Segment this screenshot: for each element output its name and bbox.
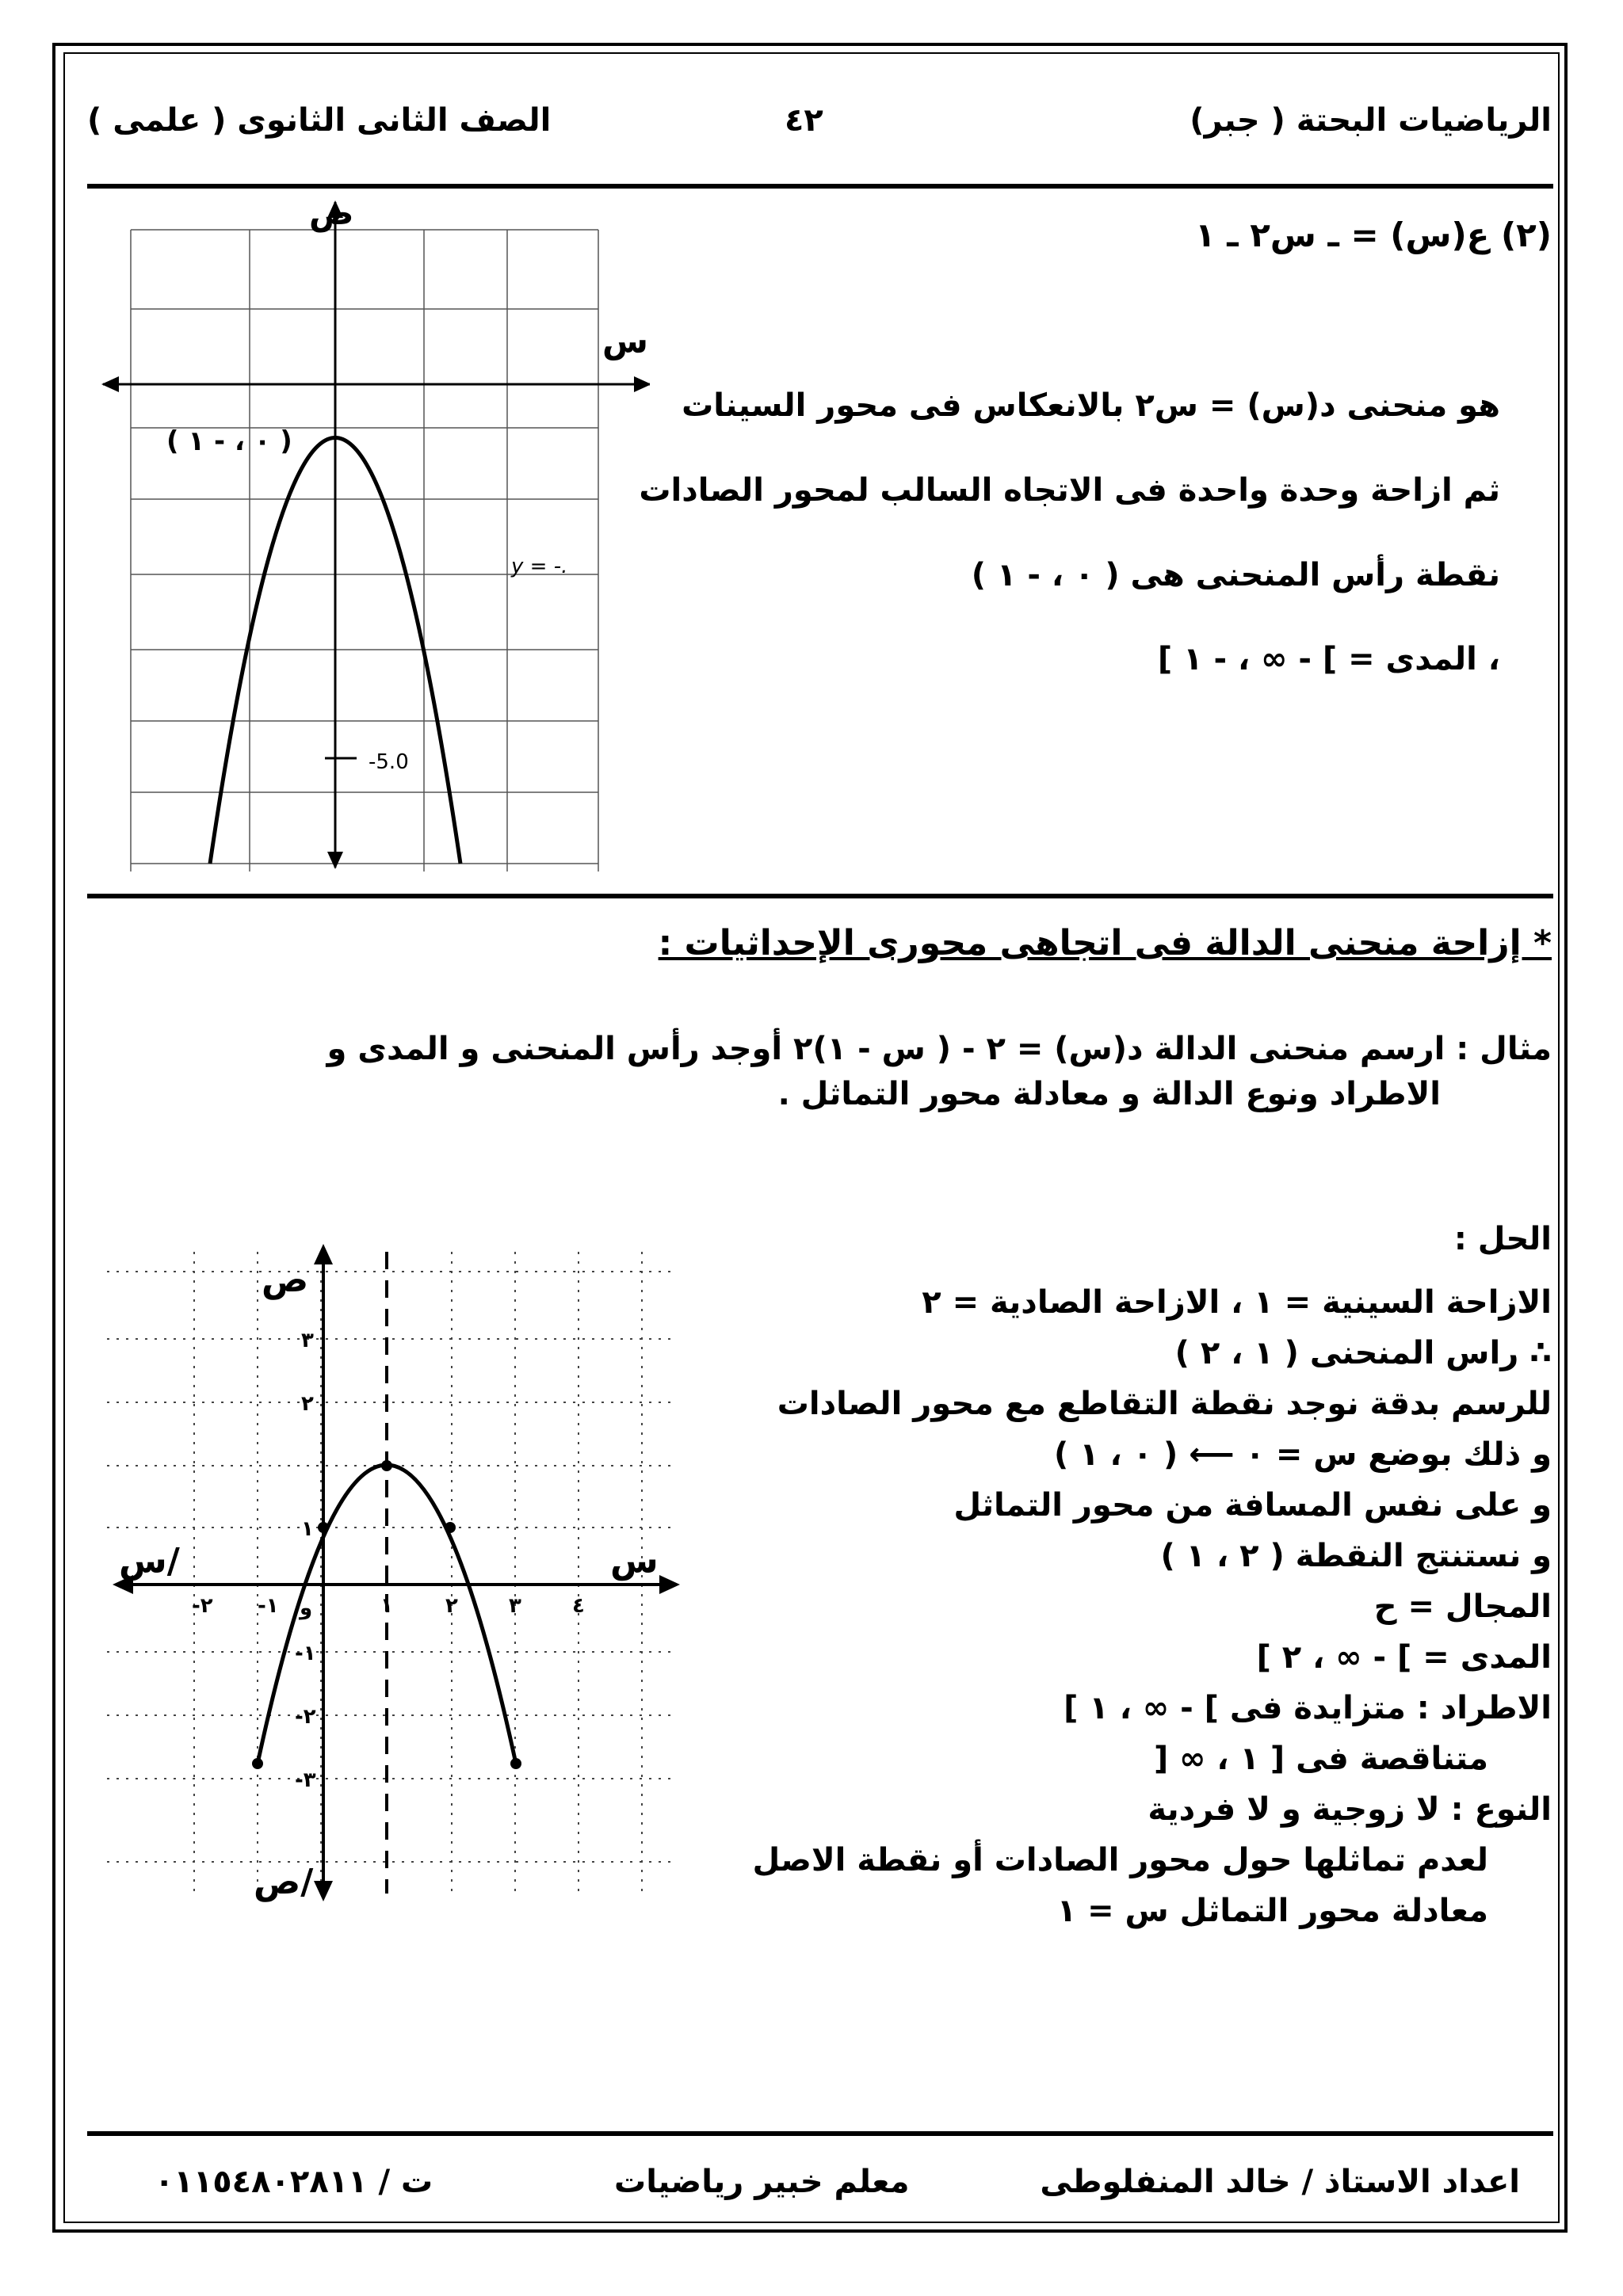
graph2-point-right-end	[510, 1758, 521, 1769]
graph2-x-arrow-right	[659, 1575, 680, 1594]
solution-line: و على نفس المسافة من محور التماثل	[953, 1487, 1552, 1524]
graph1-tick-label: -5.0	[369, 750, 409, 774]
section1-line-3: نقطة رأس المنحنى هى ( ٠ ، - ١ )	[971, 557, 1500, 593]
graph1-y-arrow-bottom	[327, 852, 343, 869]
example-line-2: الاطراد ونوع الدالة و معادلة محور التماثل .	[777, 1076, 1441, 1112]
footer-title: معلم خبير رياضيات	[614, 2164, 910, 2200]
graph-parabola-1	[95, 194, 650, 875]
solution-line: الاطراد : متزايدة فى ] - ∞ ، ١ ]	[1064, 1690, 1552, 1726]
section1-line-4: ، المدى = ] - ∞ ، - ١ ]	[1157, 641, 1500, 677]
section-divider	[87, 894, 1553, 898]
graph1-vertex-label: ( ٠ ، - ١ )	[166, 425, 292, 457]
graph2-point-y-intercept	[318, 1522, 329, 1533]
header-subject: الرياضيات البحتة ( جبر)	[1190, 102, 1552, 139]
solution-line: و نستنتج النقطة ( ٢ ، ١ )	[1160, 1538, 1552, 1574]
header-page-number: ٤٢	[785, 102, 823, 139]
graph2-y-tick-label: ١	[301, 1517, 314, 1541]
section1-line-2: ثم ازاحة وحدة واحدة فى الاتجاه السالب لمحور الصادات	[639, 472, 1500, 509]
header-grade: الصف الثانى الثانوى ( علمى )	[87, 102, 552, 139]
footer-phone: ت / ٠١١٥٤٨٠٢٨١١	[155, 2164, 433, 2200]
graph2-point-symmetric	[445, 1522, 456, 1533]
header-divider	[87, 184, 1553, 189]
section1-function: (٢) ع(س) = ـ س٢ ـ ١	[1195, 215, 1552, 254]
graph2-y-tick-label: -١	[295, 1642, 316, 1665]
solution-line: ∴ راس المنحنى ( ١ ، ٢ )	[1174, 1335, 1552, 1371]
graph2-x-tick-label: ٢	[445, 1594, 458, 1618]
solution-line: و ذلك بوضع س = ٠ ⟵ ( ٠ ، ١ )	[1053, 1436, 1552, 1473]
graph2-origin-label: و	[300, 1596, 313, 1620]
solution-line: للرسم بدقة نوجد نقطة التقاطع مع محور الصادات	[777, 1386, 1552, 1422]
graph2-y-arrow-top	[314, 1244, 333, 1264]
graph1-grid	[131, 230, 598, 871]
solution-line: متناقصة فى [ ١ ، ∞ [	[1153, 1741, 1488, 1777]
graph2-y-arrow-bottom	[314, 1881, 333, 1901]
example-line-1: مثال : ارسم منحنى الدالة د(س) = ٢ - ( س - ١)٢ أوجد رأس المنحنى و المدى و	[327, 1031, 1552, 1067]
graph1-x-axis-label: س	[602, 322, 648, 360]
graph2-y-tick-label: -٢	[295, 1705, 316, 1729]
graph-parabola-2	[103, 1236, 689, 1917]
footer-divider	[87, 2131, 1553, 2136]
graph2-y-neg-label: ص/	[254, 1862, 314, 1902]
graph2-x-tick-label: -٢	[192, 1594, 213, 1618]
graph1-x-arrow-left	[101, 376, 119, 392]
graph2-y-pos-label: ص	[262, 1260, 309, 1300]
graph2-point-left-end	[252, 1758, 263, 1769]
graph2-point-vertex	[381, 1460, 392, 1471]
graph2-y-tick-label: ٣	[301, 1329, 314, 1352]
section1-line-1: هو منحنى د(س) = س٢ بالانعكاس فى محور السينات	[682, 387, 1500, 424]
solution-line: الازاحة السينية = ١ ، الازاحة الصادية = ٢	[922, 1284, 1552, 1321]
solution-line: لعدم تماثلها حول محور الصادات أو نقطة الاصل	[752, 1842, 1488, 1878]
solution-line: المجال = ح	[1373, 1589, 1552, 1625]
graph2-x-tick-label: -١	[258, 1594, 279, 1618]
graph2-x-tick-label: ١	[380, 1594, 393, 1618]
graph2-grid	[107, 1252, 674, 1894]
graph2-x-neg-label: س/	[119, 1541, 180, 1581]
graph2-y-tick-label: -٣	[295, 1768, 316, 1792]
section2-heading: * إزاحة منحنى الدالة فى اتجاهى محورى الإحداثيات :	[658, 923, 1552, 963]
graph2-x-tick-label: ٤	[572, 1594, 585, 1618]
graph2-y-tick-label: ٢	[301, 1392, 314, 1416]
solution-line: النوع : لا زوجية و لا فردية	[1148, 1791, 1552, 1828]
footer-author: اعداد الاستاذ / خالد المنفلوطى	[1040, 2164, 1520, 2200]
solution-title: الحل :	[1453, 1221, 1552, 1257]
graph1-x-arrow-right	[634, 376, 650, 392]
graph1-y-axis-label: ص	[309, 194, 354, 232]
graph2-x-tick-label: ٣	[509, 1594, 521, 1618]
solution-line: معادلة محور التماثل س = ١	[1056, 1893, 1488, 1929]
graph2-x-pos-label: س	[610, 1541, 659, 1581]
solution-line: المدى = ] - ∞ ، ٢ ]	[1256, 1639, 1552, 1676]
graph1-y-overlay-label: y = -.	[511, 555, 568, 578]
